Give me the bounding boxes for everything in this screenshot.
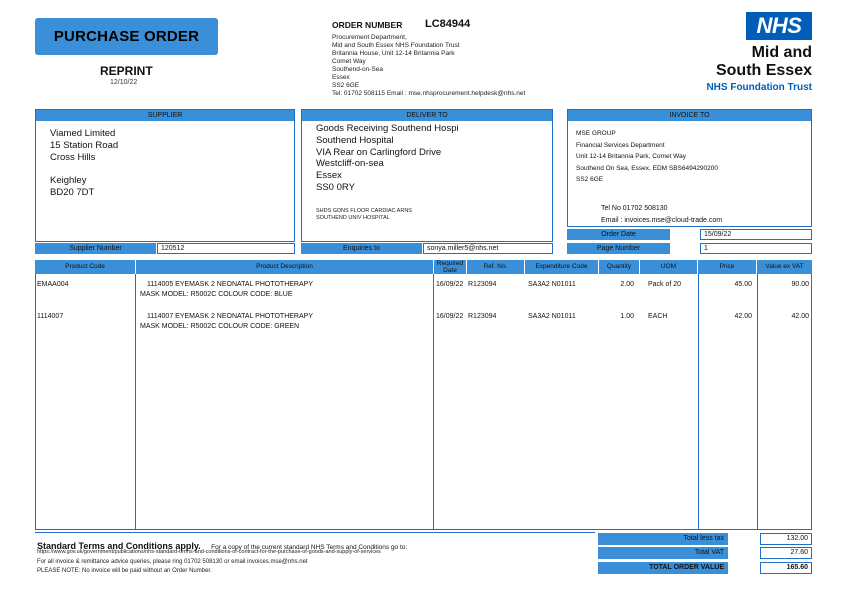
col-header-uom: UOM (640, 260, 698, 274)
address-line: Procurement Department, (332, 34, 407, 41)
col-header-expenditure: Expenditure Code (525, 260, 599, 274)
supplier-line: Viamed Limited (50, 128, 116, 139)
terms-footer (35, 532, 595, 578)
row-2-date: 16/09/22 (436, 313, 464, 320)
order-date-label: Order Date (567, 229, 670, 240)
col-header-quantity: Quantity (599, 260, 640, 274)
deliver-line: Southend Hospital (316, 134, 394, 146)
terms-line: https://www.gov.uk/government/publications/nhs-standard-terms-and-conditions-of-contract-for-the-purchase-of-goods-and-supply-of-services (37, 549, 381, 555)
row-1-date: 16/09/22 (436, 281, 464, 288)
row-1-price: 45.00 (734, 281, 752, 288)
invoice-address (576, 128, 718, 186)
deliver-line: VIA Rear on Carlingford Drive (316, 146, 442, 158)
row-2-price: 42.00 (734, 313, 752, 320)
col-header-required-date (434, 260, 467, 274)
row-2-uom: EACH (648, 313, 668, 320)
nhs-logo-badge: NHS (746, 12, 812, 40)
row-2-qty: 1.00 (620, 313, 634, 320)
row-2-desc-1: 1114007 EYEMASK 2 NEONATAL PHOTOTHERAPY (147, 313, 313, 320)
invoice-line: Unit 12-14 Britannia Park, Comet Way (576, 153, 686, 160)
col-divider (698, 274, 699, 530)
reprint-label: REPRINT (100, 64, 153, 78)
deliver-line: Westcliff-on-sea (316, 158, 384, 170)
invoice-line: Financial Services Department (576, 141, 665, 149)
row-1-qty: 2.00 (620, 281, 634, 288)
row-1-desc-2: MASK MODEL: R5002C COLOUR CODE: BLUE (140, 291, 293, 298)
row-2-exp: SA3A2 N01011 (528, 313, 576, 320)
total-less-tax-label: Total less tax (598, 533, 728, 545)
total-vat-label: Total VAT (598, 547, 728, 559)
deliver-note-line: SOUTHEND UNIV HOSPITAL (316, 214, 390, 221)
invoice-to-title: INVOICE TO (568, 110, 811, 121)
logo-line-3: NHS Foundation Trust (706, 82, 812, 93)
terms-line: For all invoice & remittance advice queries, please ring 01702 508130 or email invoices.mse@nhs.net (37, 559, 308, 565)
supplier-number: 120512 (157, 243, 295, 254)
total-order-value: 165.60 (760, 562, 812, 574)
row-2-code: 1114007 (37, 313, 64, 320)
logo-line-1: Mid and (751, 44, 812, 61)
deliver-note-line: SHDS GDNS FLOOR CARDIAC ARNS (316, 208, 412, 214)
invoice-line: MSE GROUP (576, 130, 616, 137)
row-1-code: EMAA004 (37, 281, 69, 288)
invoice-tel: Tel No 01702 508130 (601, 205, 668, 212)
deliver-to-title: DELIVER TO (302, 110, 552, 121)
col-divider (433, 274, 434, 530)
order-date: 15/09/22 (700, 229, 812, 240)
order-number: LC84944 (425, 18, 471, 30)
invoice-line: Southend On Sea, Essex, EDM SBS6494290200 (576, 164, 719, 172)
terms-title: Standard Terms and Conditions apply. (37, 541, 201, 551)
total-less-tax: 132.00 (760, 533, 812, 545)
supplier-line (50, 163, 118, 175)
row-1-uom: Pack of 20 (648, 281, 682, 288)
supplier-line: Cross Hills (50, 151, 96, 163)
supplier-line: Keighley (50, 175, 87, 187)
terms-line: PLEASE NOTE: No invoice will be paid without an Order Number. (37, 568, 212, 574)
row-1-ref: R123094 (468, 281, 497, 288)
invoice-to-box (567, 109, 812, 227)
invoice-line: SS2 6GE (576, 176, 604, 183)
col-header-price: Price (698, 260, 757, 274)
col-header-ref: Ref. No. (467, 260, 525, 274)
supplier-box (35, 109, 295, 242)
total-order-value-label: TOTAL ORDER VALUE (598, 562, 728, 574)
col-header-required-date-text: Required Date (436, 260, 464, 274)
address-line: Britannia House, Unit 12-14 Britannia Park (332, 50, 455, 57)
col-header-product-code: Product Code (35, 260, 136, 274)
invoice-email: Email : invoices.mse@cloud-trade.com (601, 217, 723, 224)
terms-copy: For a copy of the current standard NHS Terms and Conditions go to: (211, 544, 408, 551)
col-header-value: Value ex VAT (757, 260, 812, 274)
nhs-logo (690, 12, 812, 98)
col-divider (135, 274, 136, 530)
row-1-value: 90.00 (791, 281, 809, 288)
deliver-note (316, 208, 412, 221)
supplier-line: BD20 7DT (50, 187, 95, 199)
deliver-line: SS0 0RY (316, 181, 355, 193)
supplier-line: 15 Station Road (50, 139, 119, 151)
supplier-address (50, 128, 118, 199)
total-vat: 27.60 (760, 547, 812, 559)
col-divider (757, 274, 758, 530)
enquiries-label: Enquiries to (301, 243, 422, 254)
enquiries-value: sonya.miller5@nhs.net (423, 243, 553, 254)
reprint-date: 12/10/22 (110, 79, 138, 86)
order-table (35, 260, 812, 530)
address-line: Essex (332, 74, 350, 81)
supplier-number-label: Supplier Number (35, 243, 156, 254)
address-line: Comet Way (332, 58, 366, 65)
page-number: 1 (700, 243, 812, 254)
purchase-order-badge: PURCHASE ORDER (35, 18, 218, 55)
deliver-line: Essex (316, 170, 342, 182)
supplier-title: SUPPLIER (36, 110, 294, 121)
row-2-value: 42.00 (791, 313, 809, 320)
address-line: Southend-on-Sea (332, 66, 383, 73)
address-line: SS2 6GE (332, 82, 360, 89)
deliver-line: Goods Receiving Southend Hospi (316, 123, 459, 134)
order-number-label: ORDER NUMBER (332, 20, 403, 30)
page-number-label: Page Number (567, 243, 670, 254)
row-1-exp: SA3A2 N01011 (528, 281, 576, 288)
address-line: Mid and South Essex NHS Foundation Trust (332, 42, 460, 49)
logo-line-2: South Essex (715, 62, 812, 79)
deliver-to-box (301, 109, 553, 242)
row-1-desc-1: 1114005 EYEMASK 2 NEONATAL PHOTOTHERAPY (147, 281, 313, 288)
col-header-description: Product Description (136, 260, 434, 274)
address-line: Tel: 01702 508115 Email : mse.nhsprocurement.helpdesk@nhs.net (332, 90, 526, 97)
deliver-address (316, 123, 459, 194)
row-2-ref: R123094 (468, 313, 497, 320)
procurement-address (332, 34, 632, 98)
row-2-desc-2: MASK MODEL: R5002C COLOUR CODE: GREEN (140, 323, 300, 330)
